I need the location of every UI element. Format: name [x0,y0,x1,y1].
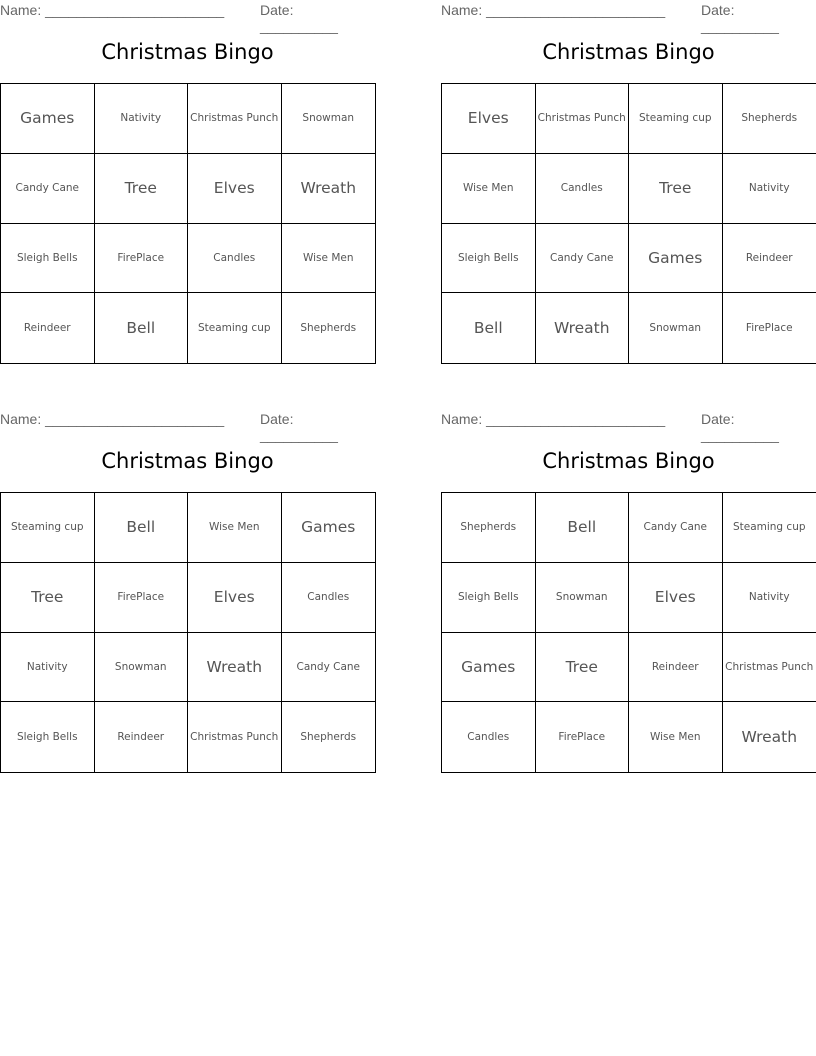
bingo-cell: Bell [95,293,189,363]
bingo-cell: Tree [95,154,189,224]
bingo-cell: Reindeer [1,293,95,363]
bingo-cell: Tree [536,633,630,703]
bingo-cell: Nativity [723,563,816,633]
name-field-label: Name: _______________________ [0,411,225,427]
bingo-cell: Snowman [95,633,189,703]
bingo-cell: Shepherds [300,731,357,744]
bingo-cell: Games [629,224,723,294]
bingo-cell: Candy Cane [629,493,723,563]
bingo-cell: Christmas Punch [188,702,282,772]
bingo-cell: Wreath [188,633,282,703]
bingo-cell: Candy Cane [282,633,376,703]
bingo-cell: FirePlace [536,702,630,772]
bingo-cell: Candles [282,563,376,633]
bingo-cell: Elves [188,563,282,633]
bingo-cell: Reindeer [629,633,723,703]
bingo-cell: Steaming cup [723,493,816,563]
card-header [441,2,816,34]
bingo-cell: Sleigh Bells [1,702,95,772]
bingo-cell: Wreath [741,728,798,747]
bingo-cell: FirePlace [745,322,793,335]
bingo-cell: Bell [442,293,536,363]
bingo-cell: Candy Cane [536,224,630,294]
bingo-cell: Snowman [629,293,723,363]
bingo-cell: Candles [442,702,536,772]
bingo-cell: Elves [629,563,723,633]
card-header [441,411,816,443]
bingo-cell: Candles [188,224,282,294]
bingo-cell: Steaming cup [629,84,723,154]
bingo-cell: Wise Men [188,493,282,563]
bingo-cell: Wise Men [442,154,536,224]
card-title: Christmas Bingo [542,449,715,473]
bingo-cell: Snowman [282,84,376,154]
bingo-cell: Tree [629,154,723,224]
bingo-cell: Bell [536,493,630,563]
bingo-cell: FirePlace [95,563,189,633]
bingo-cell: Snowman [536,563,630,633]
bingo-cell: Nativity [723,154,816,224]
bingo-cell: Wise Men [629,702,723,772]
card-title: Christmas Bingo [101,40,274,64]
bingo-cell: Elves [188,154,282,224]
bingo-cell: Tree [1,563,95,633]
bingo-cell: Candles [536,154,630,224]
bingo-cell: Wreath [282,154,376,224]
bingo-cell: Reindeer [95,702,189,772]
date-field-label: Date: __________ [260,411,338,443]
bingo-cell: Candy Cane [1,154,95,224]
bingo-cell: Sleigh Bells [442,224,536,294]
bingo-grid [0,492,376,773]
bingo-cell: Christmas Punch [723,633,816,703]
bingo-cell: Games [282,493,376,563]
bingo-cell: Games [442,633,536,703]
date-field-label: Date: __________ [260,2,338,34]
bingo-cell: Sleigh Bells [1,224,95,294]
bingo-cell: FirePlace [95,224,189,294]
bingo-cell: Wise Men [282,224,376,294]
bingo-cell: Shepherds [442,493,536,563]
bingo-cell: Christmas Punch [188,84,282,154]
bingo-cell: Steaming cup [188,293,282,363]
bingo-cell: Shepherds [300,322,357,335]
bingo-cell: Reindeer [723,224,816,294]
bingo-cell: Bell [95,493,189,563]
date-field-label: Date: __________ [701,2,779,34]
bingo-cell: Wreath [536,293,630,363]
bingo-cell: Nativity [1,633,95,703]
bingo-grid [0,83,376,364]
bingo-grid [441,492,816,773]
bingo-cell: Steaming cup [1,493,95,563]
bingo-cell: Sleigh Bells [442,563,536,633]
name-field-label: Name: _______________________ [0,2,225,18]
card-header [0,2,375,34]
bingo-cell: Christmas Punch [536,84,630,154]
bingo-cell: Nativity [95,84,189,154]
bingo-grid [441,83,816,364]
bingo-cell: Shepherds [723,84,816,154]
card-title: Christmas Bingo [542,40,715,64]
name-field-label: Name: _______________________ [441,411,666,427]
date-field-label: Date: __________ [701,411,779,443]
bingo-cell: Elves [442,84,536,154]
name-field-label: Name: _______________________ [441,2,666,18]
card-title: Christmas Bingo [101,449,274,473]
bingo-cell: Games [1,84,95,154]
card-header [0,411,375,443]
